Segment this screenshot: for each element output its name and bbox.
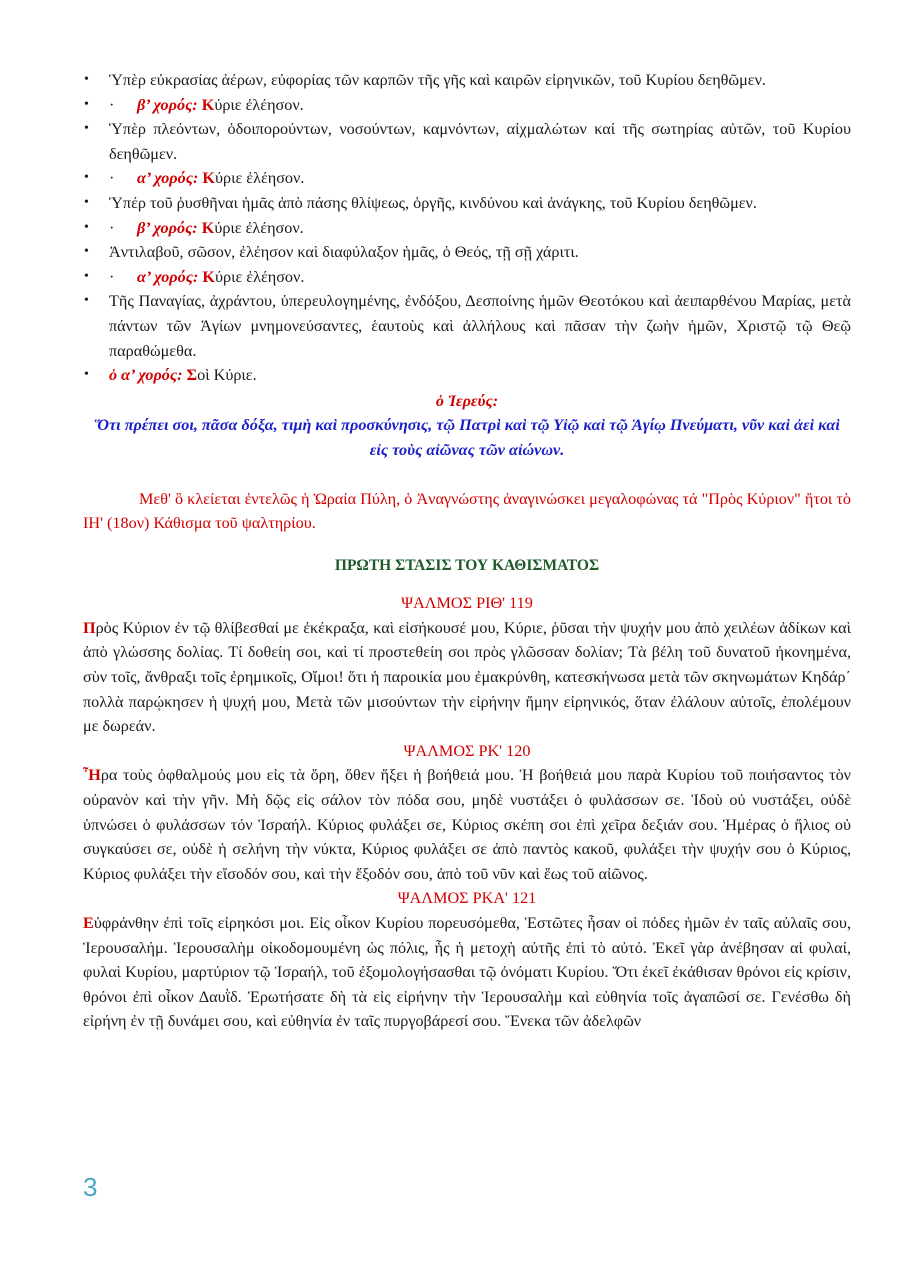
petition-item — [83, 240, 851, 265]
psalm-text: ρὸς Κύριον ἐν τῷ θλίβεσθαί με ἐκέκραξα, καὶ εἰσήκουσέ μου, Κύριε, ῥῦσαι τὴν ψυχήν μου ἀπὸ χειλέων ἀδίκων καὶ ἀπὸ γλώσσης δολίας. Τί δοθείη σοι, καὶ τί προστεθείη σοι πρὸς γλῶσσαν δολίαν; Τὰ βέλη τοῦ δυνατοῦ ἠκονημένα, σὺν τοῖς, ἄνθραξι τοῖς ἐρημικοῖς, Οἴμοι! ὅτι ἡ παροικία μου ἐμακρύνθη, κατεσκήνωσα μετὰ τῶν σκηνωμάτων Κηδάρ΄ πολλὰ παρῴκησεν ἡ ψυχή μου, Μετὰ τῶν μισούντων τὴν εἰρήνην ἤμην εἰρηνικός, ὅταν ἐλάλουν αὐτοῖς, ἐπολέμουν με δωρεάν. — [83, 618, 851, 736]
petition-item — [83, 68, 851, 93]
psalm-body — [83, 911, 851, 1034]
choir-response — [83, 265, 851, 290]
psalm-initial: Ε — [83, 914, 94, 932]
choir-response — [83, 363, 851, 388]
petition-text: Ὑπὲρ εὐκρασίας ἀέρων, εὐφορίας τῶν καρπῶν τῆς γῆς καὶ καιρῶν εἰρηνικῶν, τοῦ Κυρίου δεηθῶμεν. — [109, 71, 766, 89]
choir-label: β’ χορός: — [137, 218, 198, 237]
page-content — [83, 68, 851, 1034]
psalm-initial: Π — [83, 618, 96, 637]
petition-text: Ἀντιλαβοῦ, σῶσον, ἐλέησον καὶ διαφύλαξον ἡμᾶς, ὁ Θεός, τῇ σῇ χάριτι. — [109, 243, 579, 262]
page-number: 3 — [83, 1172, 98, 1202]
rubric-text: Μεθ' ὃ κλείεται ἐντελῶς ἡ Ὡραία Πύλη, ὁ Ἀναγνώστης ἀναγινώσκει μεγαλοφώνας τά "Πρὸς Κύριον" ἤτοι τὸ ΙΗ' (18ον) Κάθισμα τοῦ ψαλτηρίου. — [83, 489, 851, 533]
bullet-icon: • — [84, 244, 89, 260]
choir-response — [83, 93, 851, 118]
bullet-icon: • — [84, 293, 89, 309]
bullet-icon: • — [84, 367, 89, 383]
choir-label: β’ χορός: — [137, 95, 198, 114]
response-initial: Κ — [202, 169, 215, 188]
middle-dot: · — [109, 169, 115, 188]
bullet-icon: • — [84, 96, 89, 112]
petition-item — [83, 117, 851, 166]
psalm-body — [83, 763, 851, 886]
bullet-icon: • — [84, 268, 89, 284]
middle-dot: · — [109, 267, 115, 286]
choir-response — [83, 166, 851, 191]
response-text: οὶ Κύριε. — [197, 366, 257, 385]
petitions-list — [83, 68, 851, 388]
bullet-icon: • — [84, 72, 89, 87]
priest-label: ὁ Ἱερεύς: — [435, 391, 499, 410]
choir-label: α’ χορός: — [137, 169, 199, 188]
response-initial: Κ — [201, 95, 215, 114]
response-initial: Κ — [201, 218, 215, 237]
bullet-icon: • — [84, 170, 89, 186]
response-text: ύριε ἐλέησον. — [215, 169, 305, 188]
bullet-icon: • — [84, 219, 89, 235]
choir-response — [83, 216, 851, 241]
middle-dot: · — [109, 95, 115, 114]
psalm-text: ὐφράνθην ἐπὶ τοῖς εἰρηκόσι μοι. Εἰς οἶκον Κυρίου πορευσόμεθα, Ἑστῶτες ἦσαν οἱ πόδες ἡμῶν ἐν ταῖς αὐλαῖς σου, Ἱερουσαλήμ. Ἱερουσαλὴμ οἰκοδομουμένη ὡς πόλις, ἧς ἡ μετοχὴ αὐτῆς ἐπὶ τὸ αὐτό. Ἐκεῖ γὰρ ἀνέβησαν αἱ φυλαί, φυλαὶ Κυρίου, μαρτύριον τῷ Ἰσραήλ, τοῦ ἐξομολογήσασθαι τῷ ὀνόματι Κυρίου. Ὅτι ἐκεῖ ἐκάθισαν θρόνοι εἰς κρίσιν, θρόνοι ἐπὶ οἶκον Δαυῒδ. Ἐρωτήσατε δὴ τὰ εἰς εἰρήνην τὴν Ἱερουσαλὴμ καὶ εὐθηνία τοῖς ἀγαπῶσί σε. Γενέσθω δὴ εἰρήνη ἐν τῇ δυνάμει σου, καὶ εὐθηνία ἐν ταῖς πυργοβάρεσί σου. Ἕνεκα τῶν ἀδελφῶν — [83, 914, 851, 1031]
choir-label: ὁ α’ χορός: — [109, 366, 183, 385]
petition-text: Τῆς Παναγίας, ἀχράντου, ὑπερευλογημένης, ἐνδόξου, Δεσποίνης ἡμῶν Θεοτόκου καὶ ἀειπαρθένου Μαρίας, μετὰ πάντων τῶν Ἁγίων μνημονεύσαντες, ἑαυτοὺς καὶ ἀλλήλους καὶ πᾶσαν τὴν ζωὴν ἡμῶν, Χριστῷ τῷ Θεῷ παραθώμεθα. — [109, 292, 851, 360]
middle-dot: · — [109, 218, 115, 237]
psalm-title: ΨΑΛΜΟΣ ΡΙΘ' 119 — [401, 594, 533, 613]
psalm-text: ρα τοὺς ὀφθαλμούς μου εἰς τὰ ὄρη, ὅθεν ἥξει ἡ βοήθειά μου. Ἡ βοήθειά μου παρὰ Κυρίου τοῦ ποιήσαντος τὸν οὐρανὸν καὶ τὴν γῆν. Μὴ δῷς εἰς σάλον τὸν πόδα σου, μηδὲ νυστάξει ὁ φυλάσσων σε. Ἰδοὺ οὐ νυστάξει, οὐδὲ ὑπνώσει ὁ φυλάσσων τόν Ἰσραήλ. Κύριος φυλάξει σε, Κύριος σκέπη σοι ἐπὶ χεῖρα δεξιάν σου. Ἡμέρας ὁ ἥλιος οὐ συγκαύσει σε, οὐδὲ ἡ σελήνη τὴν νύκτα, Κύριος φυλάξει σε ἀπὸ παντὸς κακοῦ, φυλάξει τὴν ψυχήν σου ὁ Κύριος, Κύριος φυλάξει τὴν εἴσοδόν σου, καὶ τὴν ἔξοδόν σου, ἀπὸ τοῦ νῦν καὶ ἕως τοῦ αἰῶνος. — [83, 766, 851, 883]
psalm-title: ΨΑΛΜΟΣ ΡΚ' 120 — [403, 741, 531, 760]
response-text: ύριε ἐλέησον. — [215, 267, 305, 286]
response-text: ύριε ἐλέησον. — [214, 218, 304, 237]
psalm-body — [83, 616, 851, 739]
psalm-title: ΨΑΛΜΟΣ ΡΚΑ' 121 — [397, 889, 537, 908]
bullet-icon: • — [84, 194, 89, 210]
bullet-icon: • — [84, 121, 89, 137]
response-text: ύριε ἐλέησον. — [214, 95, 304, 114]
petition-item — [83, 289, 851, 363]
response-initial: Κ — [202, 267, 215, 286]
stasis-heading: ΠΡΩΤΗ ΣΤΑΣΙΣ ΤΟΥ ΚΑΘΙΣΜΑΤΟΣ — [334, 556, 600, 574]
choir-label: α’ χορός: — [137, 267, 199, 286]
petition-text: Ὑπέρ τοῦ ῥυσθῆναι ἡμᾶς ἀπὸ πάσης θλίψεως, ὀργῆς, κινδύνου καὶ ἀνάγκης, τοῦ Κυρίου δεηθῶμεν. — [109, 193, 757, 212]
psalm-initial: Ἦ — [83, 766, 101, 785]
petition-item — [83, 191, 851, 216]
petition-text: Ὑπὲρ πλεόντων, ὁδοιπορούντων, νοσούντων, καμνόντων, αἰχμαλώτων καί τῆς σωτηρίας αὐτῶν, τοῦ Κυρίου δεηθῶμεν. — [109, 120, 851, 163]
response-initial: Σ — [186, 366, 198, 385]
ekphonesis-text: Ὅτι πρέπει σοι, πᾶσα δόξα, τιμὴ καὶ προσκύνησις, τῷ Πατρὶ καὶ τῷ Υἱῷ καὶ τῷ Ἁγίῳ Πνεύματι, νῦν καὶ ἀεὶ καὶ εἰς τοὺς αἰῶνας τῶν αἰώνων. — [94, 416, 840, 459]
